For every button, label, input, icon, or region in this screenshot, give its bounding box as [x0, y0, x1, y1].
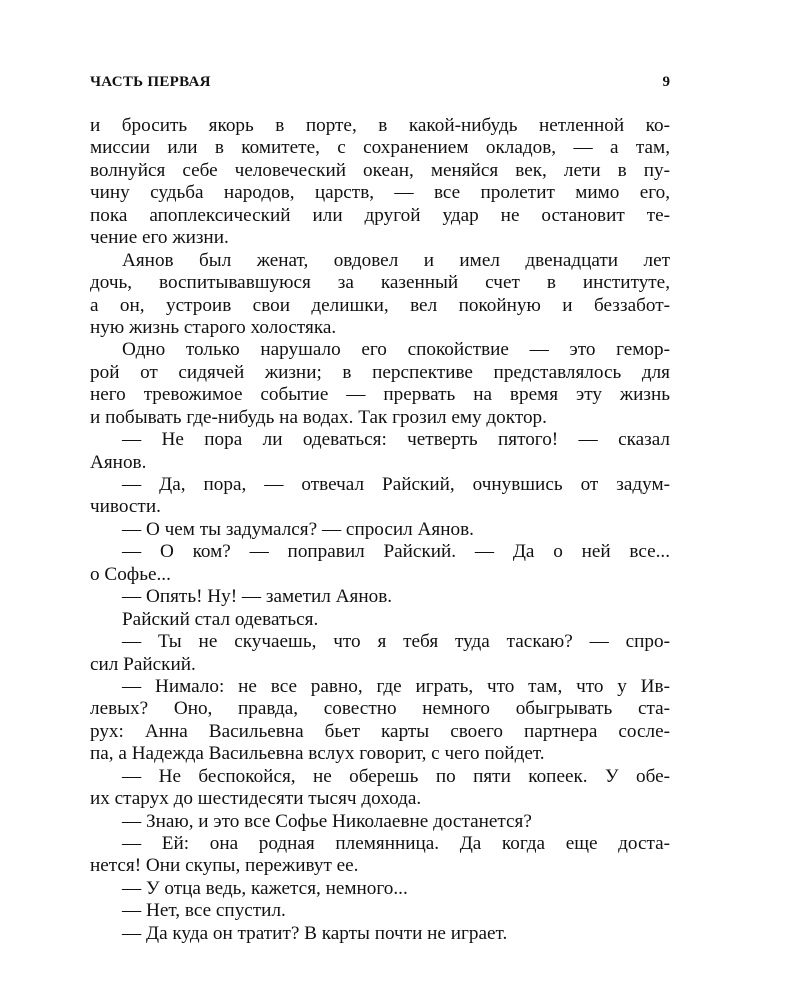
text-line: — У отца ведь, кажется, немного... — [122, 877, 408, 899]
text-line: чину судьба народов, царств, — все пролетит мимо его, — [90, 182, 670, 204]
section-title: ЧАСТЬ ПЕРВАЯ — [90, 74, 211, 90]
text-line: — Не беспокойся, не оберешь по пяти копеек. У обе- — [122, 765, 670, 787]
text-line: пока апоплексический или другой удар не остановит те- — [90, 204, 670, 226]
text-line: рух: Анна Васильевна бьет карты своего партнера сосле- — [90, 720, 670, 742]
text-line: а он, устроив свои делишки, вел покойную и беззабот- — [90, 294, 670, 316]
text-line: Аянов был женат, овдовел и имел двенадцати лет — [122, 249, 670, 271]
text-line: дочь, воспитывавшуюся за казенный счет в институте, — [90, 272, 670, 294]
text-line: и побывать где-нибудь на водах. Так грозил ему доктор. — [90, 406, 547, 428]
text-line: Аянов. — [90, 451, 147, 473]
text-line: чение его жизни. — [90, 227, 229, 249]
text-line: сил Райский. — [90, 653, 196, 675]
text-line: — О чем ты задумался? — спросил Аянов. — [122, 518, 474, 540]
text-line: волнуйся себе человеческий океан, меняйся век, лети в пу- — [90, 159, 670, 181]
text-line: — Нет, все спустил. — [122, 900, 286, 922]
text-line: — Ты не скучаешь, что я тебя туда таскаю? — спро- — [122, 631, 670, 653]
text-line: рой от сидячей жизни; в перспективе представлялось для — [90, 361, 670, 383]
page-number: 9 — [662, 74, 670, 90]
text-line: нется! Они скупы, переживут ее. — [90, 855, 359, 877]
text-line: и бросить якорь в порте, в какой-нибудь нетленной ко- — [90, 115, 670, 136]
text-line: о Софье... — [90, 563, 171, 585]
text-line: — Не пора ли одеваться: четверть пятого! — сказал — [122, 429, 670, 451]
running-head — [90, 74, 670, 96]
text-line: — Да, пора, — отвечал Райский, очнувшись от задум- — [122, 474, 670, 495]
text-line: па, а Надежда Васильевна вслух говорит, с чего пойдет. — [90, 743, 545, 765]
text-line: чивости. — [90, 496, 161, 518]
text-line: — Да куда он тратит? В карты почти не играет. — [122, 922, 508, 944]
text-line: Райский стал одеваться. — [122, 608, 319, 630]
text-line: — Нимало: не все равно, где играть, что там, что у Ив- — [122, 675, 670, 697]
text-line: левых? Оно, правда, совестно немного обыгрывать ста- — [90, 698, 670, 720]
text-line: — О ком? — поправил Райский. — Да о ней все... — [122, 541, 670, 563]
text-line: Одно только нарушало его спокойствие — это гемор- — [122, 339, 670, 361]
body-text — [90, 115, 670, 945]
text-line: ную жизнь старого холостяка. — [90, 316, 337, 338]
text-line: их старух до шестидесяти тысяч дохода. — [90, 788, 422, 810]
text-line: — Опять! Ну! — заметил Аянов. — [122, 586, 393, 608]
text-line: миссии или в комитете, с сохранением окладов, — а там, — [90, 137, 670, 159]
text-line: него тревожимое событие — прервать на время эту жизнь — [90, 384, 670, 406]
text-line: — Ей: она родная племянница. Да когда еще доста- — [122, 833, 670, 854]
text-line: — Знаю, и это все Софье Николаевне достанется? — [122, 810, 532, 832]
